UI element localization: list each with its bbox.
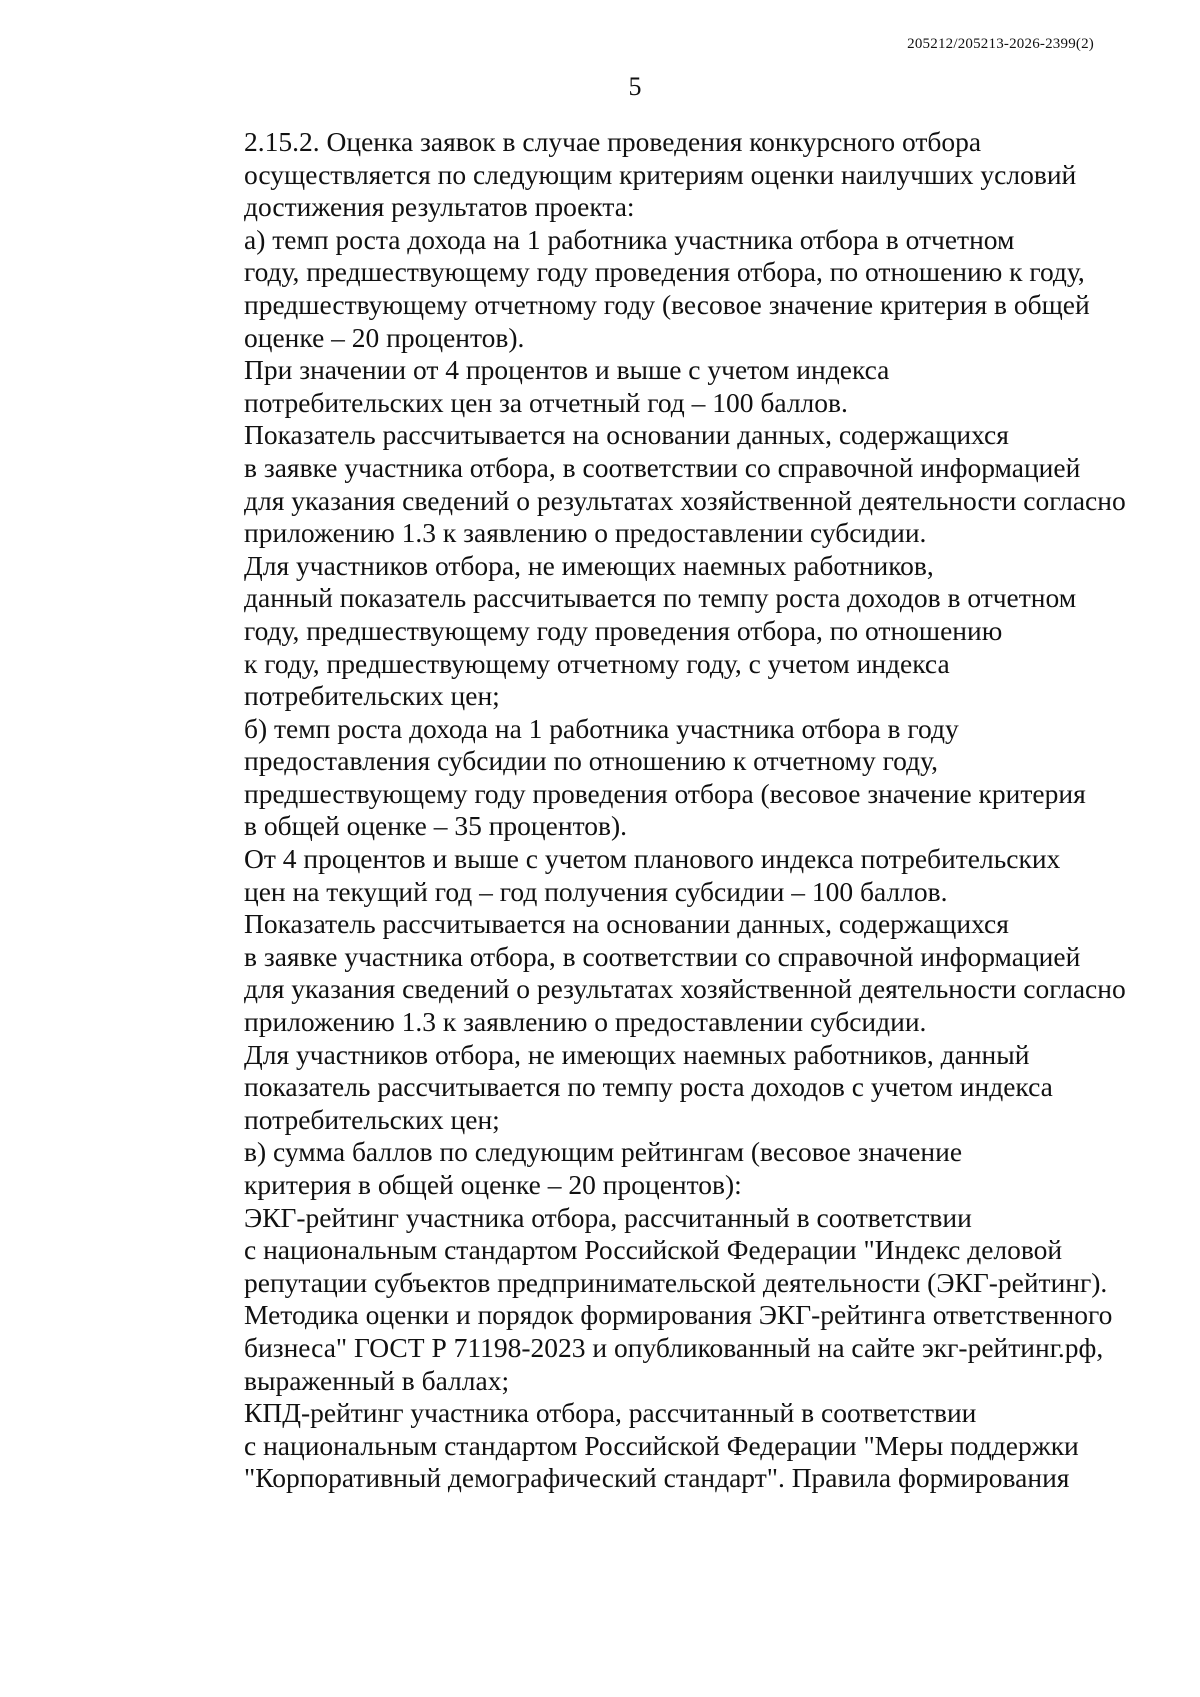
text-line: оценке – 20 процентов). xyxy=(244,321,525,353)
text-line: в общей оценке – 35 процентов). xyxy=(244,810,627,842)
text-line: цен на текущий год – год получения субсидии – 100 баллов. xyxy=(244,875,948,907)
paragraph xyxy=(172,1136,1084,1201)
text-line: осуществляется по следующим критериям оценки наилучших условий xyxy=(244,158,1077,190)
text-line: с национальным стандартом Российской Федерации "Индекс деловой xyxy=(244,1234,1063,1266)
text-line: показатель рассчитывается по темпу роста доходов с учетом индекса xyxy=(244,1071,1053,1103)
text-line: Показатель рассчитывается на основании данных, содержащихся xyxy=(244,908,1009,940)
paragraph xyxy=(172,843,1084,908)
page-number: 5 xyxy=(628,72,642,101)
text-line: критерия в общей оценке – 20 процентов): xyxy=(244,1169,742,1200)
text-line: ЭКГ-рейтинг участника отбора, рассчитанный в соответствии xyxy=(244,1201,972,1233)
paragraph xyxy=(172,223,1090,354)
text-line: "Корпоративный демографический стандарт". Правила формирования xyxy=(244,1462,1070,1494)
text-line: репутации субъектов предпринимательской деятельности (ЭКГ-рейтинг). xyxy=(244,1266,1108,1298)
text-line: бизнеса" ГОСТ Р 71198-2023 и опубликованный на сайте экг-рейтинг.рф, xyxy=(244,1331,1104,1363)
text-line: Показатель рассчитывается на основании данных, содержащихся xyxy=(244,419,1009,451)
text-line: предоставления субсидии по отношению к отчетному году, xyxy=(244,745,938,777)
paragraph xyxy=(172,126,1084,224)
paragraph xyxy=(172,908,1126,1038)
text-line: предшествующему отчетному году (весовое значение критерия в общей xyxy=(244,288,1090,320)
paragraph xyxy=(172,1039,1084,1137)
document-body xyxy=(172,126,1126,1495)
text-line: приложению 1.3 к заявлению о предоставлении субсидии. xyxy=(244,1006,927,1038)
text-line: достижения результатов проекта: xyxy=(244,191,635,223)
paragraph xyxy=(172,1201,1113,1398)
text-line: в заявке участника отбора, в соответствии со справочной информацией xyxy=(244,940,1081,972)
text-line: выраженный в баллах; xyxy=(244,1364,510,1396)
text-line: предшествующему году проведения отбора (весовое значение критерия xyxy=(244,777,1086,809)
text-line: в заявке участника отбора, в соответствии со справочной информацией xyxy=(244,451,1081,483)
paragraph xyxy=(172,550,1084,713)
text-line: Методика оценки и порядок формирования ЭКГ-рейтинга ответственного xyxy=(244,1299,1113,1331)
paragraph xyxy=(172,1397,1084,1495)
text-line: данный показатель рассчитывается по темпу роста доходов в отчетном xyxy=(244,582,1077,614)
text-line: а) темп роста дохода на 1 работника участника отбора в отчетном xyxy=(244,223,1015,255)
text-line: для указания сведений о результатах хозяйственной деятельности согласно xyxy=(244,973,1126,1005)
text-line: Для участников отбора, не имеющих наемных работников, xyxy=(244,549,934,581)
text-line: к году, предшествующему отчетному году, с учетом индекса xyxy=(244,647,950,679)
text-line: потребительских цен; xyxy=(244,680,500,712)
text-line: для указания сведений о результатах хозяйственной деятельности согласно xyxy=(244,484,1126,516)
text-line: приложению 1.3 к заявлению о предоставлении субсидии. xyxy=(244,517,927,549)
text-line: потребительских цен; xyxy=(244,1103,500,1135)
text-line: От 4 процентов и выше с учетом планового индекса потребительских xyxy=(244,843,1061,875)
text-line: году, предшествующему году проведения отбора, по отношению xyxy=(244,614,1003,646)
paragraph xyxy=(172,354,1084,419)
text-line: Для участников отбора, не имеющих наемных работников, данный xyxy=(244,1038,1030,1070)
paragraph xyxy=(172,713,1084,843)
text-line: б) темп роста дохода на 1 работника участника отбора в году xyxy=(244,712,959,744)
document-id: 205212/205213-2026-2399(2) xyxy=(907,36,1094,52)
text-line: году, предшествующему году проведения отбора, по отношению к году, xyxy=(244,256,1085,288)
text-line: КПД-рейтинг участника отбора, рассчитанный в соответствии xyxy=(244,1397,977,1429)
text-line: с национальным стандартом Российской Федерации "Меры поддержки xyxy=(244,1429,1079,1461)
paragraph xyxy=(172,419,1126,549)
text-line: потребительских цен за отчетный год – 100 баллов. xyxy=(244,386,848,418)
text-line: При значении от 4 процентов и выше с учетом индекса xyxy=(244,354,890,386)
text-line: 2.15.2. Оценка заявок в случае проведения конкурсного отбора xyxy=(244,126,982,157)
text-line: в) сумма баллов по следующим рейтингам (весовое значение xyxy=(244,1136,963,1168)
